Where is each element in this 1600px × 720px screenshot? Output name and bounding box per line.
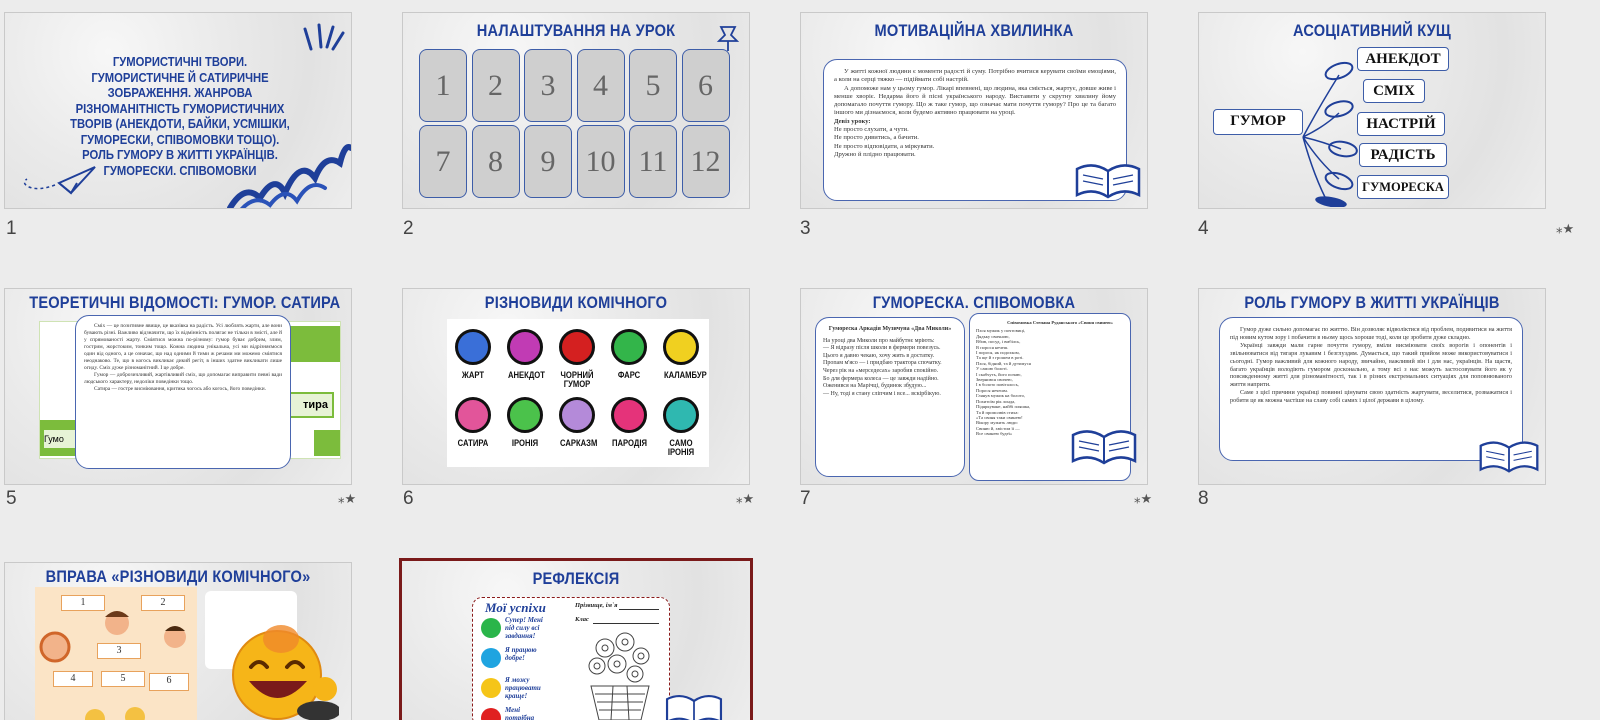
slide-title: АСОЦІАТИВНИЙ КУЩ [1293, 21, 1451, 40]
poem-line: І порося, як подохком, [976, 350, 1020, 356]
slide-number: 2 [403, 218, 414, 239]
slide-thumbnail-3[interactable] [800, 12, 1148, 209]
open-book-icon [662, 687, 726, 720]
poem-line: Пропам м'ясо — і придбаю трактора спочатку. [823, 360, 942, 367]
comic-type-emoji-icon [507, 397, 543, 433]
poem-line: Пхся, бідний, та й дутимуся [976, 360, 1031, 366]
comic-type-emoji-icon [507, 329, 543, 365]
animation-star-icon[interactable]: ⁎★ [338, 492, 357, 507]
slide-title: ГУМОРЕСКА. СПІВОМОВКА [872, 293, 1076, 312]
poem-line: У самою болоті. [976, 366, 1008, 372]
number-cell: 2 [472, 49, 520, 122]
number-cell: 10 [577, 125, 625, 198]
comic-type-item [609, 397, 649, 448]
number-cell: 6 [682, 49, 730, 122]
number-cell: 9 [524, 125, 572, 198]
comic-type-label: ІРОНІЯ [511, 438, 539, 448]
bg-label: Гумо [44, 430, 84, 448]
comic-type-label: ПАРОДІЯ [612, 438, 647, 448]
animation-star-icon[interactable]: ⁎★ [1134, 492, 1153, 507]
level-label: Мені потрібна [505, 706, 535, 720]
slide-title: РІЗНОВИДИ КОМІЧНОГО [484, 293, 668, 312]
level-label: Я працюю добре! [505, 646, 537, 662]
slide-thumbnail-1[interactable] [4, 12, 352, 209]
comic-type-emoji-icon [455, 329, 491, 365]
motto-line: Не просто слухати, а чути. [834, 126, 909, 134]
number-cell: 5 [629, 49, 677, 122]
center-word: ГУМОР [1213, 109, 1303, 135]
poem-line: В порося нечеш. [976, 344, 1009, 350]
card-title: Мої успіхи [485, 600, 546, 615]
comic-type-label: ФАРС [617, 370, 641, 380]
paragraph: А допоможе нам у цьому гумор. Лікарі впевнені, що людина, яка сміється, жартує, довше живе і менше хворіє. Недарма його й пісні українського народу. Виставити у скрутну хвилину йому допомагало почуття гумору. Що ж таке гумор, що означає мати почуття гумору? Про це та багато іншого ми дізнаємося, коли будемо активно працювати на уроці. [834, 84, 1116, 117]
comic-type-label: КАЛАМБУР [664, 370, 707, 380]
comic-type-emoji-icon [611, 397, 647, 433]
poem-line: Цього я давно чекаю, хочу жить в достатку. [823, 352, 935, 359]
paragraph: Сатира — гостре висміювання, критика чогось або когось, його поведінки. [94, 386, 266, 392]
poem-line: Глянув мужик на болото, [976, 393, 1026, 399]
slide-thumbnail-4[interactable] [1198, 12, 1546, 209]
paragraph: Українці завжди мали гарне почуття гумору, вміли висміювати своїх ворогів і опонентів і звільнюватися від тягаря лукавим і безглуздям. Думається, що такий прийом може використовуватися і сьогодні. Гумор важливий для кожного народу, звичайно, важливий він і для нас, українців. На щастя, багато українців володіють гумором досконально, а тому всі з нас можуть застосовувати його як у повсякденному житті для різноманітності, так і в різних екстремальних ситуаціях для поповнюваного життя наприти. [1230, 341, 1512, 389]
reflection-card [472, 597, 670, 720]
open-book-icon [1477, 433, 1541, 475]
poem-line: Через рік на «мерседесах» заробив спокійно. [823, 367, 939, 374]
class-label: Клас [575, 616, 589, 623]
slide-title: ВПРАВА «РІЗНОВИДИ КОМІЧНОГО» [45, 567, 311, 586]
slide-number: 1 [6, 218, 17, 239]
slide-thumbnail-6[interactable] [402, 288, 750, 485]
level-label: Супер! Мені під силу всі завдання! [505, 616, 543, 640]
poem-line: Звернився свичею, [976, 377, 1013, 383]
flower-basket-illustration [583, 630, 657, 720]
poem-line: І в болото повіталось, [976, 382, 1019, 388]
slide-number: 4 [1198, 218, 1209, 239]
number-cell: 8 [472, 125, 520, 198]
paragraph: Саме з цієї причини українці повинні цінувати свою здатність жартувати, веселитися, розважатися і робити це як можна частіше на славу собі самих і цілої держави в цілому. [1230, 389, 1512, 405]
association-word: НАСТРІЙ [1357, 112, 1445, 136]
slide-number: 3 [800, 218, 811, 239]
comic-type-item [557, 329, 597, 389]
slide-thumbnail-8[interactable] [1198, 288, 1546, 485]
animation-star-icon[interactable]: ⁎★ [1556, 222, 1575, 237]
motto-line: Не просто дивитись, а бачити. [834, 134, 919, 142]
slide-title: РЕФЛЕКСІЯ [532, 569, 620, 588]
slide-title: РОЛЬ ГУМОРУ В ЖИТТІ УКРАЇНЦІВ [1244, 293, 1500, 312]
bg-label: тира [282, 392, 334, 418]
motto-label: Девіз уроку: [834, 117, 871, 125]
poem-line: Вікору мужить люди: [976, 420, 1018, 426]
comic-type-label: САТИРА [457, 438, 489, 448]
poem-line: Все свинею будеї» [976, 431, 1013, 437]
poem-line: На уроці два Миколи про майбутнє мріють: [823, 337, 935, 344]
comic-type-label: ЖАРТ [461, 370, 485, 380]
level-dot [481, 678, 501, 698]
number-box: 2 [141, 595, 185, 611]
slide-title: МОТИВАЦІЙНА ХВИЛИНКА [874, 21, 1074, 40]
comic-type-label: САМО ІРОНІЯ [667, 438, 695, 457]
slide-thumbnail-10[interactable] [399, 558, 753, 720]
motto-line: Не просто відповідати, а міркувати. [834, 142, 935, 150]
association-word: СМІХ [1363, 79, 1425, 103]
poem-line: Дядьку свичною, [976, 333, 1010, 339]
exercise-picture [35, 587, 197, 720]
poem-line: Вбив, посуд, і вмбілсь, [976, 339, 1021, 345]
paper-plane-icon [19, 161, 99, 201]
slide-thumbnail-5[interactable] [4, 288, 352, 485]
number-cell: 1 [419, 49, 467, 122]
poem-line: «Та свиня таки свинею! [976, 414, 1023, 420]
text-card [75, 315, 291, 469]
poem-line: Бо для фермера колеса — це завжди надійно. [823, 375, 939, 382]
comic-type-label: САРКАЗМ [560, 438, 598, 448]
animation-star-icon[interactable]: ⁎★ [736, 492, 755, 507]
number-cell: 7 [419, 125, 467, 198]
name-underline [619, 609, 659, 610]
number-box: 3 [97, 643, 141, 659]
open-book-icon [1073, 155, 1143, 201]
level-dot [481, 648, 501, 668]
comic-type-item [505, 397, 545, 448]
slide-number: 8 [1198, 488, 1209, 509]
slide-thumbnail-2[interactable] [402, 12, 750, 209]
humoresque-card [815, 317, 965, 477]
number-cell: 12 [682, 125, 730, 198]
comic-type-item [661, 329, 707, 380]
number-box: 5 [101, 671, 145, 687]
accent-lines-icon [297, 21, 347, 55]
comic-type-item [505, 329, 545, 380]
bush-leaves-icon [1299, 47, 1359, 207]
poem-line: І скабчуть, його почаю, [976, 371, 1022, 377]
card-heading: Гумореска Аркадія Музичуна «Два Миколи» [828, 326, 952, 332]
comic-types-panel [447, 319, 709, 467]
laughing-emoji-icon [229, 619, 339, 720]
scribble-decoration [225, 123, 352, 209]
number-cell: 4 [577, 49, 625, 122]
poem-line: — Я відразу після школи в фермери повезусь. [823, 345, 941, 352]
poem-line: Пхся мужик у почтовиці, [976, 328, 1026, 334]
name-label: Прізвище, ім`я [575, 602, 618, 609]
comic-type-item [661, 397, 701, 457]
association-word: ГУМОРЕСКА [1357, 175, 1449, 199]
comic-type-emoji-icon [611, 329, 647, 365]
poem-line: Оженився на Марічці, будинок збудую... [823, 383, 927, 390]
comic-type-emoji-icon [455, 397, 491, 433]
poem-line: — Ну, тоді я стану сліпчим і все... вскірбікую. [823, 390, 941, 397]
poem-line: Та ще й з грошем в роті. [976, 355, 1024, 361]
motto-line: Дружно й плідно працювати. [834, 150, 916, 158]
comic-type-label: АНЕКДОТ [508, 370, 545, 380]
poem-lines [823, 338, 957, 399]
association-word: АНЕКДОТ [1357, 47, 1449, 71]
paragraph: Гумор дуже сильно допомагає по життю. Він дозволяє відволіктися від проблем, подивитися на життя під новим кутом зору і побачити в ньому щось хороше тоді, коли це зробити дуже складно. [1230, 326, 1512, 341]
level-label: Я можу працювати краще! [505, 676, 541, 700]
level-dot [481, 618, 501, 638]
slide-number: 7 [800, 488, 811, 509]
class-underline [593, 623, 659, 624]
association-word: РАДІСТЬ [1359, 143, 1447, 167]
open-book-icon [1069, 421, 1139, 467]
comic-type-emoji-icon [559, 329, 595, 365]
slide-thumbnail-7[interactable] [800, 288, 1148, 485]
slide-number: 5 [6, 488, 17, 509]
poem-line: Похитоїм рік лонда, [976, 398, 1016, 404]
comic-type-item [453, 329, 493, 380]
poem-line: Та й промолвів стиха: [976, 409, 1019, 415]
slide-title: НАЛАШТУВАННЯ НА УРОК [476, 21, 676, 40]
number-box: 1 [61, 595, 105, 611]
poem-line: Порося нечешм. [976, 387, 1008, 393]
paragraph: У житті кожної людини є моменти радості й суму. Потрібно вчитися керувати своїми емоціями, а коли на серці тяжко — підіймати собі настрій. [834, 68, 1116, 84]
slide-title: ТЕОРЕТИЧНІ ВІДОМОСТІ: ГУМОР. САТИРА [29, 293, 341, 312]
comic-type-item [557, 397, 597, 448]
comic-type-emoji-icon [663, 397, 699, 433]
slide-thumbnail-9[interactable] [4, 562, 352, 720]
number-cell: 3 [524, 49, 572, 122]
slide-number: 6 [403, 488, 414, 509]
number-cell: 11 [629, 125, 677, 198]
comic-type-item [453, 397, 493, 448]
comic-type-label: ЧОРНИЙ ГУМОР [560, 370, 594, 389]
number-box: 4 [53, 671, 93, 687]
cartoon-faces-illustration [35, 587, 197, 720]
poem-line: Свиню й, хвістом її — [976, 425, 1020, 431]
slide-title: ГУМОРИСТИЧНІ ТВОРИ. ГУМОРИСТИЧНЕ Й САТИРИЧНЕ ЗОБРАЖЕННЯ. ЖАНРОВА РІЗНОМАНІТНІСТЬ ГУМОРИСТИЧНИХ ТВОРІВ (АНЕКДОТИ, БАЙКИ, УСМІШКИ, ГУМОРЕСКИ, СПІВОМОВКИ ТОЩО). РОЛЬ ГУМОРУ В ЖИТТІ УКРАЇНЦІВ. ГУМОРЕСКИ. СПІВОМОВКИ [70, 55, 290, 178]
paragraph: Сміх — це позитивне явище, це вказівка на радість. Усі люблять жарти, але вони бувають різні. Важливо відзначити, що їх відмінність полягає не тільки в змісті, але й у спрямованості жарту. Сміятися можна по-різному: гумор буває добрим, злим, гострим, жорстоким, тонким тощо. Кожна людина унікальна, усі ми відрізняємося один від одного, а це означає, що над одними й тими ж речами ми можемо сміятися неоднаково. Те, що в когось викликає дикий регіт, в інших здатне викликати лише огиду. Сміх дуже різноманітний. І це добре. [84, 323, 282, 371]
comic-type-item [609, 329, 649, 380]
number-box: 6 [149, 673, 189, 691]
card-heading: Співомовка Степана Руданського «Свиня свинею» [1007, 320, 1113, 325]
level-dot [481, 708, 501, 720]
poem-line: Підяркуване, найбі пляшка, [976, 404, 1031, 410]
comic-type-emoji-icon [559, 397, 595, 433]
comic-type-emoji-icon [663, 329, 699, 365]
paragraph: Гумор — доброзичливий, жартівливий сміх, що допомагає виправити певні вади людського характеру, недоліки поведінки тощо. [84, 372, 282, 385]
